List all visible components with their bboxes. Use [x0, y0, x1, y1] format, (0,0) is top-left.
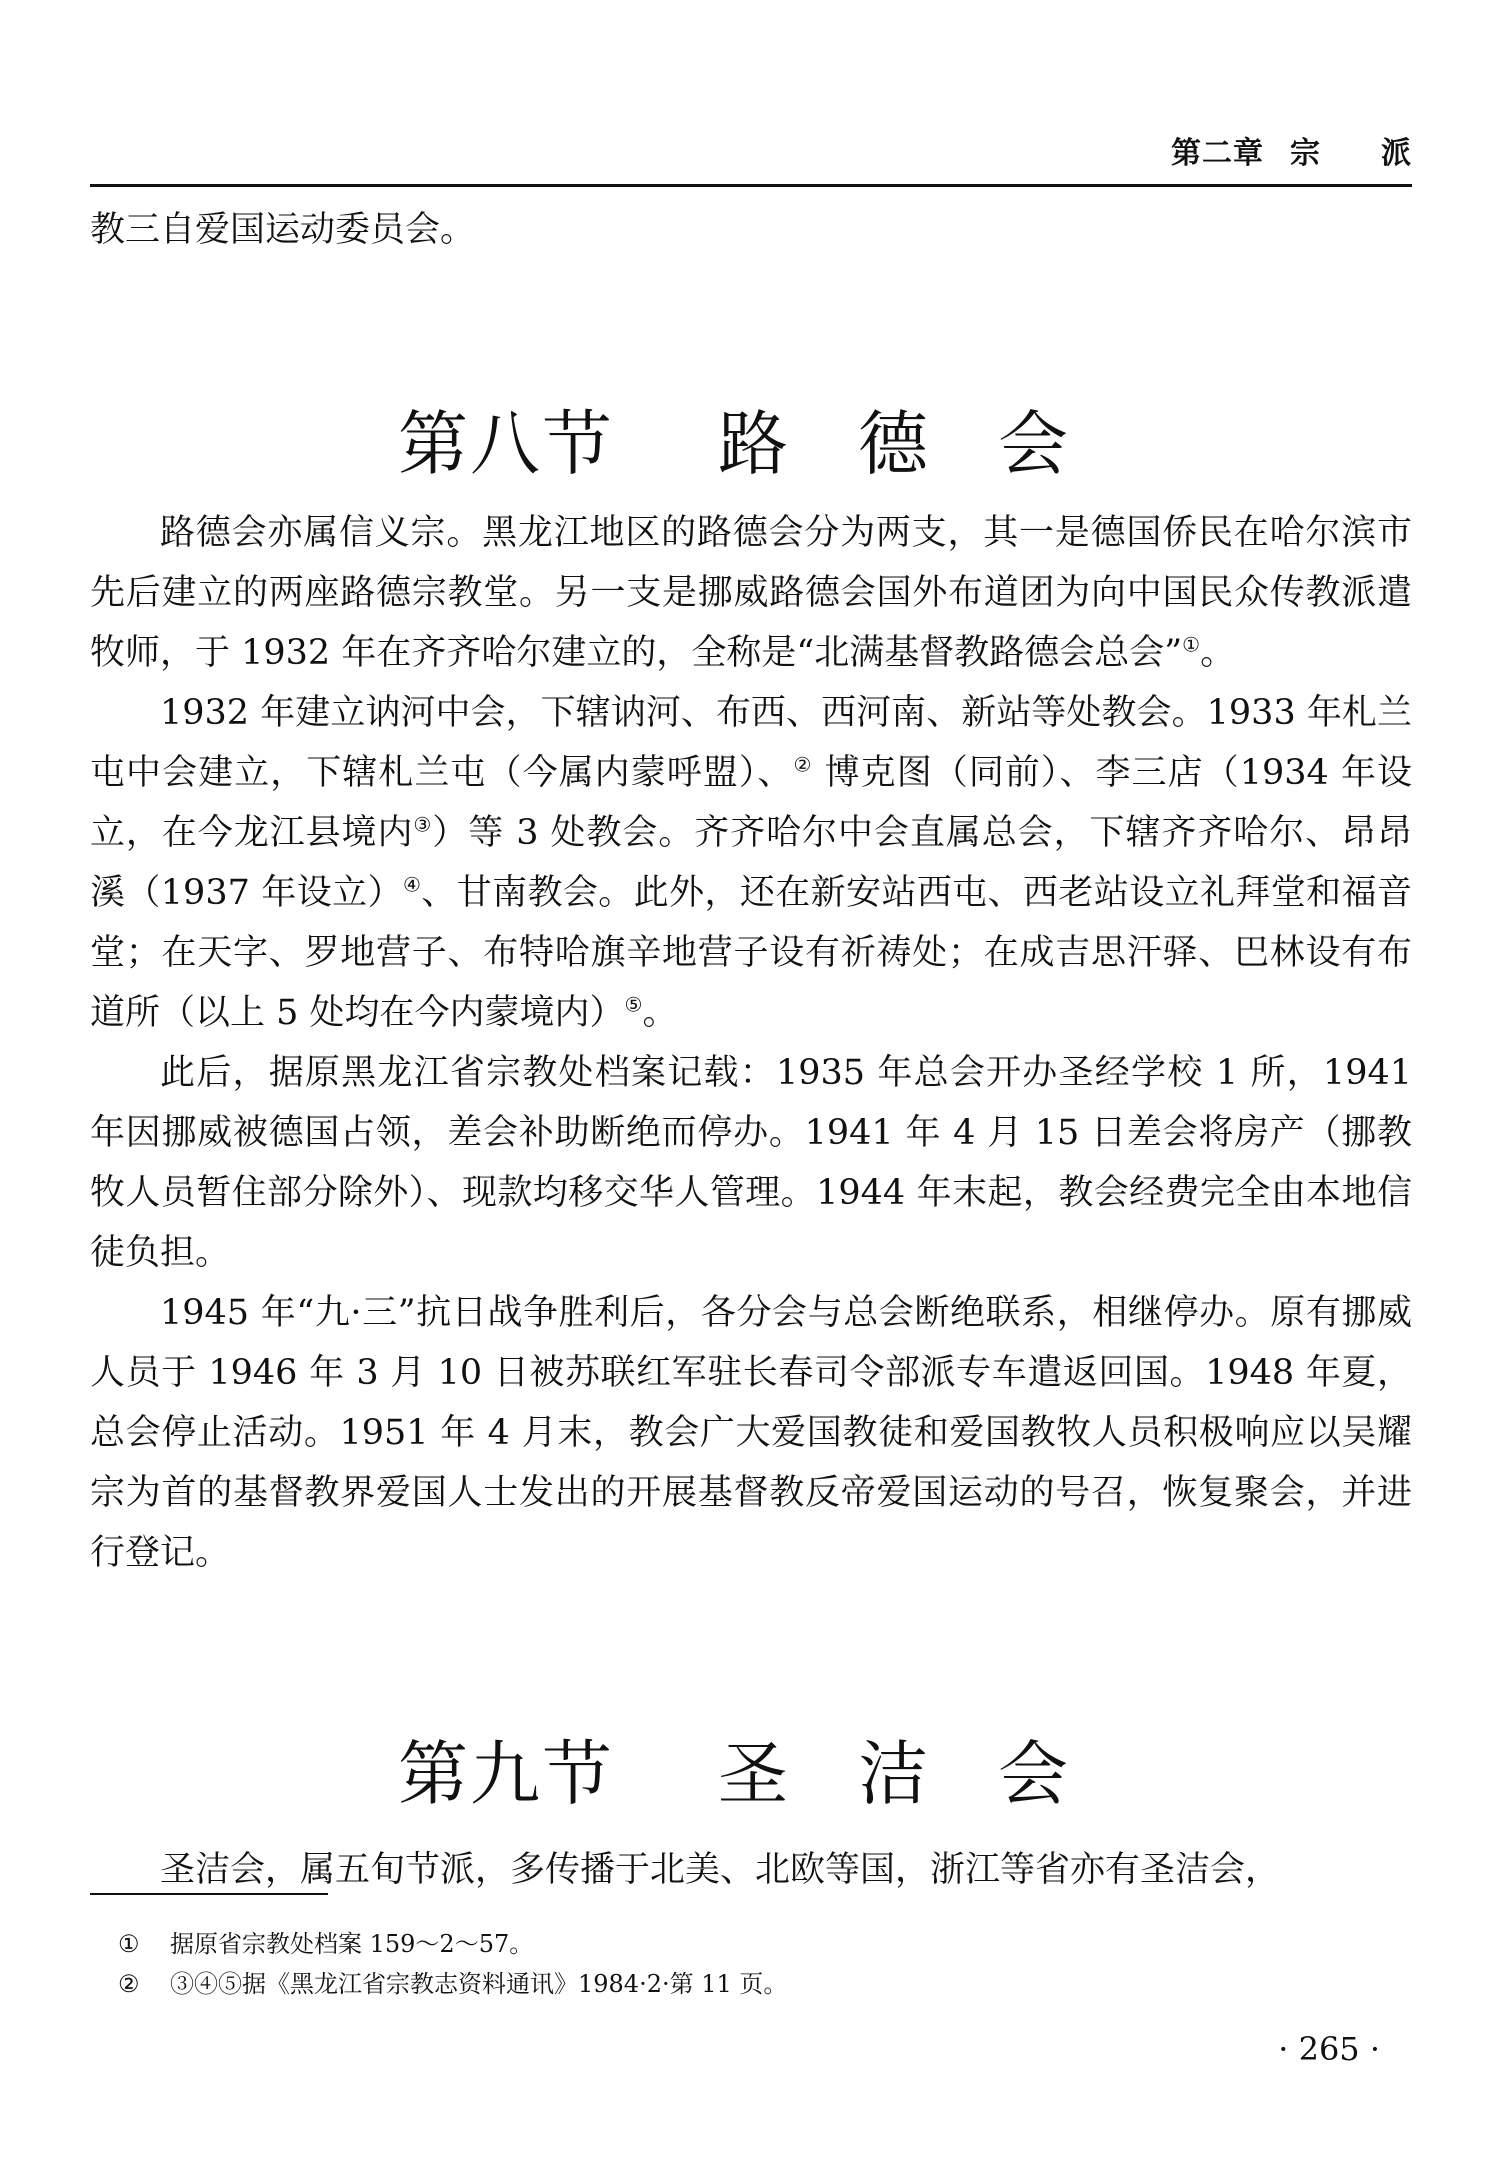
footnote-mark: ①	[118, 1930, 140, 1958]
chapter-title-char: 宗	[1290, 136, 1321, 171]
paragraph-text: 博克图（同前）、李三店（1934 年设立，在今龙江县境内	[90, 753, 1412, 853]
header-rule	[90, 184, 1412, 187]
paragraph: 教三自爱国运动委员会。	[90, 210, 476, 250]
section-title-9	[90, 1718, 1412, 1819]
footnote	[118, 1968, 787, 2000]
paragraph	[90, 683, 1412, 1043]
paragraph-text: 、甘南教会。此外，还在新安站西屯、西老站设立礼拜堂和福音堂；在天字、罗地营子、布特哈旗辛地营子设有祈祷处；在成吉思汗驿、巴林设有布道所（以上 5 处均在今内蒙境内）	[90, 873, 1412, 1033]
running-header	[90, 128, 1412, 172]
page-number: · 265 ·	[1278, 2030, 1380, 2068]
paragraph-text: 。	[642, 993, 678, 1033]
continuation-text	[90, 200, 1412, 260]
section-title-char: 德	[858, 403, 930, 485]
paragraph-text: 1932 年建立讷河中会，下辖讷河、布西、西河南、新站等处教会。1933 年札兰屯中会建立，下辖札兰屯（今属内蒙呼盟）、	[90, 693, 1412, 793]
section-8-body	[90, 503, 1412, 1583]
section-9-body	[90, 1840, 1412, 1900]
footnote-ref: ①	[1182, 632, 1201, 657]
paragraph-text: 路德会亦属信义宗。黑龙江地区的路德会分为两支，其一是德国侨民在哈尔滨市先后建立的两座路德宗教堂。另一支是挪威路德会国外布道团为向中国民众传教派遣牧师，于 1932 年在齐齐哈尔建立的，全称是“北满基督教路德会总会”	[90, 513, 1412, 673]
section-title-char: 路	[718, 403, 790, 485]
paragraph: 圣洁会，属五旬节派，多传播于北美、北欧等国，浙江等省亦有圣洁会，	[160, 1850, 1281, 1890]
section-title-char: 洁	[858, 1733, 930, 1815]
footnote	[118, 1928, 533, 1960]
paragraph	[90, 503, 1412, 683]
footnote-rule	[90, 1893, 328, 1895]
chapter-title-char: 派	[1381, 136, 1412, 171]
section-title-char: 会	[998, 1733, 1070, 1815]
footnote-ref: ⑤	[624, 992, 643, 1017]
footnote-ref: ②	[793, 752, 813, 777]
section-title-char: 圣	[718, 1733, 790, 1815]
footnote-ref: ④	[402, 872, 422, 897]
footnote-text: 据原省宗教处档案 159～2～57。	[170, 1930, 534, 1958]
paragraph: 此后，据原黑龙江省宗教处档案记载：1935 年总会开办圣经学校 1 所，1941 年因挪威被德国占领，差会补助断绝而停办。1941 年 4 月 15 日差会将房产（挪教牧人员暂住部分除外）、现款均移交华人管理。1944 年末起，教会经费完全由本地信徒负担。	[90, 1053, 1412, 1273]
paragraph-text: ）等 3 处教会。齐齐哈尔中会直属总会，下辖齐齐哈尔、昂昂溪（1937 年设立）	[90, 813, 1412, 913]
chapter-label: 第二章	[1171, 136, 1264, 171]
section-number: 第九节	[398, 1733, 614, 1815]
section-title-8	[90, 388, 1412, 489]
footnote-text: ③④⑤据《黑龙江省宗教志资料通讯》1984·2·第 11 页。	[170, 1970, 788, 1998]
footnote-ref: ③	[413, 812, 433, 837]
paragraph: 1945 年“九·三”抗日战争胜利后，各分会与总会断绝联系，相继停办。原有挪威人员于 1946 年 3 月 10 日被苏联红军驻长春司令部派专车遣返回国。1948 年夏，总会停止活动。1951 年 4 月末，教会广大爱国教徒和爱国教牧人员积极响应以吴耀宗为首的基督教界爱国人士发出的开展基督教反帝爱国运动的号召，恢复聚会，并进行登记。	[90, 1293, 1412, 1573]
footnote-mark: ②	[118, 1970, 140, 1998]
paragraph-text: 。	[1200, 633, 1236, 673]
section-number: 第八节	[398, 403, 614, 485]
section-title-char: 会	[998, 403, 1070, 485]
